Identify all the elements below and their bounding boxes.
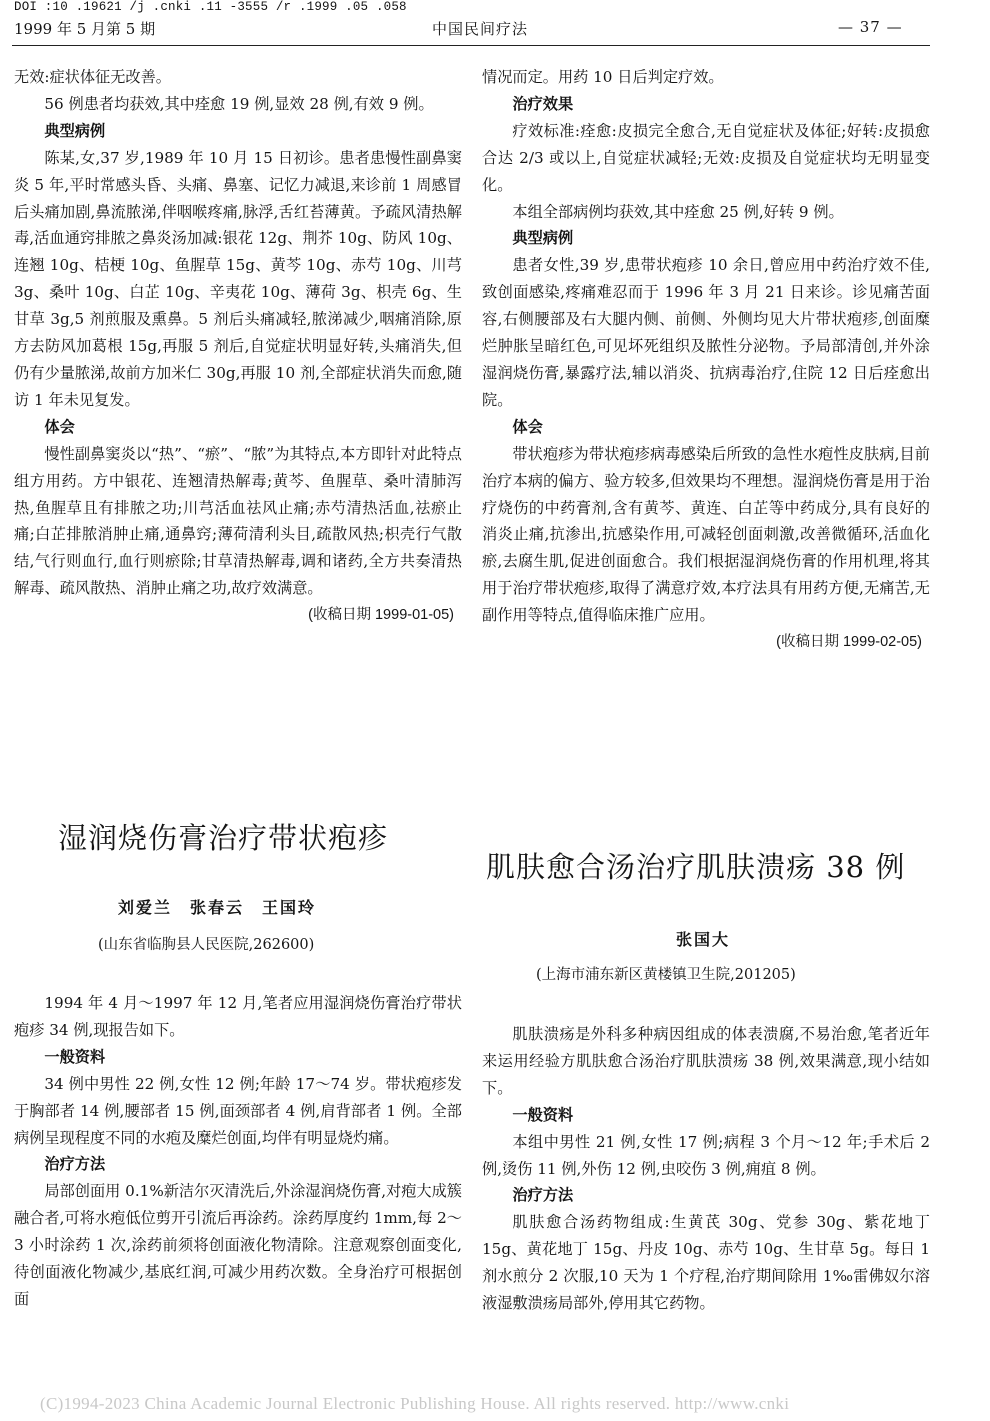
issue-date: 1999 年 5 月第 5 期 xyxy=(14,20,156,38)
section-heading: 体会 xyxy=(44,417,75,436)
paragraph: 慢性副鼻窦炎以“热”、“瘀”、“脓”为其特点,本方即针对此特点组方用药。方中银花、连翘清热解毒;黄芩、鱼腥草、桑叶清肺泻热,鱼腥草且有排脓之功;川芎活血祛风止痛;赤芍清热活血,祛瘀止痛;白芷排脓消肿止痛,通鼻窍;薄荷清利头目,疏散风热;枳壳行气散结,气行则血行,血行则瘀除;甘草清热解毒,调和诸药,全方共奏清热解毒、疏风散热、消肿止痛之功,故疗效满意。 xyxy=(14,444,462,598)
paragraph: 带状疱疹为带状疱疹病毒感染后所致的急性水疱性皮肤病,目前治疗本病的偏方、验方较多,但效果均不理想。湿润烧伤膏是用于治疗烧伤的中药膏剂,含有黄芩、黄连、白芷等中药成分,具有良好的消炎止痛,抗渗出,抗感染作用,可减轻创面刺激,改善微循环,活血化瘀,去腐生肌,促进创面愈合。我们根据湿润烧伤膏的作用机理,将其用于治疗带状疱疹,取得了满意疗效,本疗法具有用药方便,无痛苦,无副作用等特点,值得临床推广应用。 xyxy=(482,444,930,625)
right-column-article xyxy=(482,1021,930,1317)
section-heading: 典型病例 xyxy=(512,229,574,248)
paragraph: 情况而定。用药 10 日后判定疗效。 xyxy=(482,68,724,86)
paragraph: 本组中男性 21 例,女性 17 例;病程 3 个月～12 年;手术后 2 例,烫伤 11 例,外伤 12 例,虫咬伤 3 例,痈疽 8 例。 xyxy=(482,1132,930,1178)
paragraph: 肌肤溃疡是外科多种病因组成的体表溃腐,不易治愈,笔者近年来运用经验方肌肤愈合汤治疗肌肤溃疡 38 例,效果满意,现小结如下。 xyxy=(482,1025,930,1097)
article-author: 张国大 xyxy=(676,930,731,949)
section-heading: 体会 xyxy=(512,417,543,436)
paragraph: 34 例中男性 22 例,女性 12 例;年龄 17～74 岁。带状疱疹发于胸部者 14 例,腰部者 15 例,面颈部者 4 例,肩背部者 1 例。全部病例呈现程度不同的水疱及糜烂创面,均伴有明显烧灼痛。 xyxy=(14,1074,462,1147)
paragraph: 本组全部病例均获效,其中痊愈 25 例,好转 9 例。 xyxy=(512,202,844,221)
article-title: 湿润烧伤膏治疗带状疱疹 xyxy=(58,821,389,855)
paragraph: 局部创面用 0.1%新洁尔灭清洗后,外涂湿润烧伤膏,对疱大成簇融合者,可将水疱低位剪开引流后再涂药。涂药厚度约 1mm,每 2～3 小时涂药 1 次,涂药前须将创面液化物清除。注意观察创面变化,待创面液化物减少,基底红润,可减少用药次数。全身治疗可根据创面 xyxy=(14,1182,462,1308)
section-heading: 典型病例 xyxy=(44,121,106,140)
journal-name: 中国民间疗法 xyxy=(432,20,529,38)
received-date: (收稿日期 1999-02-05) xyxy=(776,634,922,651)
section-heading: 治疗方法 xyxy=(44,1155,106,1174)
doi-line: DOI :10 .19621 /j .cnki .11 -3555 /r .1999 .05 .058 xyxy=(14,0,407,14)
article-title: 肌肤愈合汤治疗肌肤溃疡 38 例 xyxy=(486,850,906,884)
article-authors: 刘爱兰 张春云 王国玲 xyxy=(118,898,317,917)
paragraph: 无效:症状体征无改善。 xyxy=(14,68,171,86)
received-date: (收稿日期 1999-01-05) xyxy=(308,607,454,624)
section-heading: 一般资料 xyxy=(44,1047,106,1066)
article-affiliation: (上海市浦东新区黄楼镇卫生院,201205) xyxy=(536,967,796,983)
paragraph: 1994 年 4 月～1997 年 12 月,笔者应用湿润烧伤膏治疗带状疱疹 34 例,现报告如下。 xyxy=(14,994,462,1039)
paragraph: 疗效标准:痊愈:皮损完全愈合,无自觉症状及体征;好转:皮损愈合达 2/3 或以上,自觉症状减轻;无效:皮损及自觉症状均无明显变化。 xyxy=(482,121,930,194)
header-rule xyxy=(12,45,930,46)
paragraph: 患者女性,39 岁,患带状疱疹 10 余日,曾应用中药治疗效不佳,致创面感染,疼痛难忍而于 1996 年 3 月 21 日来诊。诊见痛苦面容,右侧腰部及右大腿内侧、前侧、外侧均见大片带状疱疹,创面糜烂肿胀呈暗红色,可见坏死组织及脓性分泌物。予局部清创,并外涂湿润烧伤膏,暴露疗法,辅以消炎、抗病毒治疗,住院 12 日后痊愈出院。 xyxy=(482,256,930,409)
article-affiliation: (山东省临朐县人民医院,262600) xyxy=(98,937,315,953)
left-column xyxy=(14,64,462,629)
copyright-footer: (C)1994-2023 China Academic Journal Electronic Publishing House. All rights reserved. http://www.cnki xyxy=(40,1394,790,1413)
right-column xyxy=(482,64,930,656)
section-heading: 治疗效果 xyxy=(512,94,574,113)
paragraph: 56 例患者均获效,其中痊愈 19 例,显效 28 例,有效 9 例。 xyxy=(44,94,434,113)
left-column-article xyxy=(14,990,462,1313)
section-heading: 治疗方法 xyxy=(512,1186,574,1205)
paragraph: 陈某,女,37 岁,1989 年 10 月 15 日初诊。患者患慢性副鼻窦炎 5 年,平时常感头昏、头痛、鼻塞、记忆力减退,来诊前 1 周感冒后头痛加剧,鼻流脓涕,伴咽喉疼痛,脉浮,舌红苔薄黄。予疏风清热解毒,活血通窍排脓之鼻炎汤加减:银花 12g、荆芥 10g、防风 10g、连翘 10g、桔梗 10g、鱼腥草 15g、黄芩 10g、赤芍 10g、川芎 3g、桑叶 10g、白芷 10g、辛夷花 10g、薄荷 3g、枳壳 6g、生甘草 3g,5 剂煎服及熏鼻。5 剂后头痛减轻,脓涕减少,咽痛消除,原方去防风加葛根 15g,再服 5 剂后,自觉症状明显好转,头痛消失,但仍有少量脓涕,故前方加米仁 30g,再服 10 剂,全部症状消失而愈,随访 1 年未见复发。 xyxy=(14,148,462,409)
paragraph: 肌肤愈合汤药物组成:生黄芪 30g、党参 30g、紫花地丁 15g、黄花地丁 15g、丹皮 10g、赤芍 10g、生甘草 5g。每日 1 剂水煎分 2 次服,10 天为 1 个疗程,治疗期间除用 1‰雷佛奴尔溶液湿敷溃疡局部外,停用其它药物。 xyxy=(482,1213,930,1313)
section-heading: 一般资料 xyxy=(512,1105,574,1124)
page-number: — 37 — xyxy=(838,18,903,36)
